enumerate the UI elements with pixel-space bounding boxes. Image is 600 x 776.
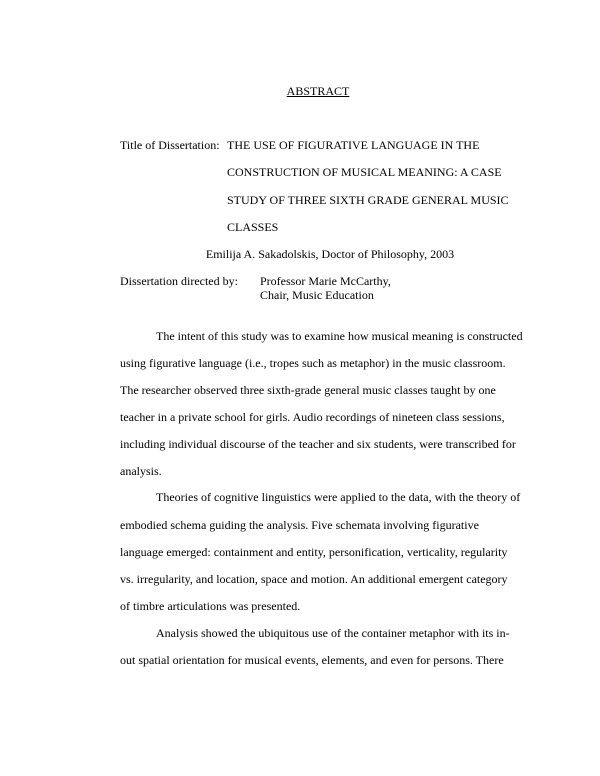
title-line: STUDY OF THREE SIXTH GRADE GENERAL MUSIC xyxy=(227,193,509,207)
body-line: out spatial orientation for musical events, elements, and even for persons. There xyxy=(120,653,504,667)
body-line: embodied schema guiding the analysis. Five schemata involving figurative xyxy=(120,518,479,532)
author-line: Emilija A. Sakadolskis, Doctor of Philosophy, 2003 xyxy=(205,247,455,261)
body-line: using figurative language (i.e., tropes such as metaphor) in the music classroom. xyxy=(120,356,506,370)
abstract-heading: ABSTRACT xyxy=(286,84,350,98)
title-line: THE USE OF FIGURATIVE LANGUAGE IN THE xyxy=(227,138,480,152)
body-line: The intent of this study was to examine how musical meaning is constructed xyxy=(156,329,523,343)
body-line: The researcher observed three sixth-grade general music classes taught by one xyxy=(120,383,496,397)
body-line: vs. irregularity, and location, space and motion. An additional emergent category xyxy=(120,572,508,586)
title-label: Title of Dissertation: xyxy=(120,138,220,152)
directed-label: Dissertation directed by: xyxy=(120,274,238,288)
body-line: of timbre articulations was presented. xyxy=(120,599,301,613)
body-line: analysis. xyxy=(120,464,162,478)
body-line: language emerged: containment and entity, personification, verticality, regularity xyxy=(120,545,508,559)
director-title: Chair, Music Education xyxy=(260,288,374,302)
director-name: Professor Marie McCarthy, xyxy=(260,274,391,288)
body-line: Analysis showed the ubiquitous use of the container metaphor with its in- xyxy=(156,626,510,640)
body-line: teacher in a private school for girls. Audio recordings of nineteen class sessions, xyxy=(120,410,505,424)
title-line: CLASSES xyxy=(227,220,279,234)
body-line: Theories of cognitive linguistics were applied to the data, with the theory of xyxy=(156,490,521,504)
body-line: including individual discourse of the teacher and six students, were transcribed for xyxy=(120,437,516,451)
title-line: CONSTRUCTION OF MUSICAL MEANING: A CASE xyxy=(227,165,502,179)
